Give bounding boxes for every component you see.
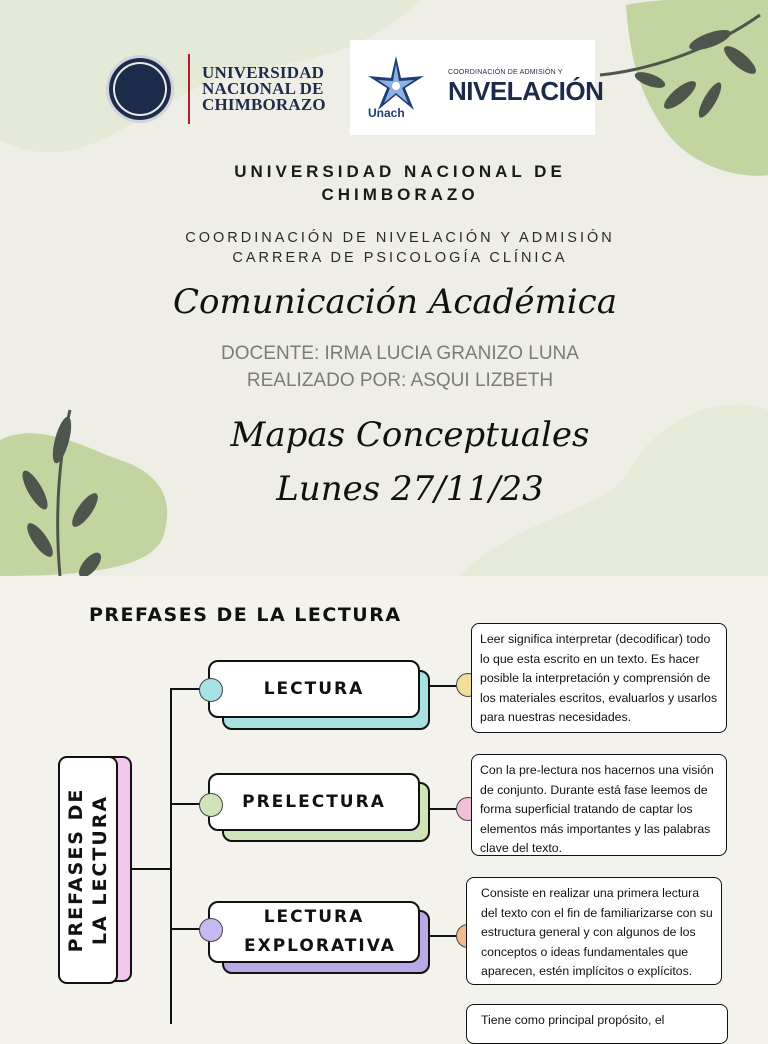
topic-text: Mapas Conceptuales	[230, 415, 590, 455]
coordination-text: COORDINACIÓN DE NIVELACIÓN Y ADMISIÓN	[185, 230, 615, 246]
university-name: UNIVERSIDAD NACIONAL DE CHIMBORAZO	[234, 162, 566, 204]
course-title: Comunicación Académica	[173, 282, 617, 322]
unach-logo	[106, 56, 341, 122]
logo-divider	[188, 54, 190, 124]
node-dot-2	[199, 793, 223, 817]
node-prelectura: PRELECTURA	[208, 773, 420, 831]
node-dot-1	[199, 678, 223, 702]
trunk-line	[170, 688, 172, 1024]
leaf-decoration-top-right	[590, 0, 768, 180]
university-seal-icon	[106, 55, 174, 123]
career-text: CARRERA DE PSICOLOGÍA CLÍNICA	[232, 250, 568, 266]
nivelacion-small-text: COORDINACIÓN DE ADMISIÓN Y	[448, 68, 563, 76]
description-partial: Tiene como principal propósito, el	[466, 1004, 728, 1044]
node-lectura-explorativa: LECTURA EXPLORATIVA	[208, 901, 420, 963]
description-prelectura: Con la pre-lectura nos hacernos una visión de conjunto. Durante está fase leemos de forma superficial tratando de captar los elementos más importantes y las palabras clave del texto.	[471, 754, 727, 856]
date-text: Lunes 27/11/23	[276, 469, 544, 509]
node-lectura: LECTURA	[208, 660, 420, 718]
map-heading: PREFASES DE LA LECTURA	[89, 604, 402, 626]
author-text: REALIZADO POR: ASQUI LIZBETH	[246, 370, 554, 391]
nivelacion-title: NIVELACIÓN	[448, 75, 604, 106]
leaf-decoration-bottom-left	[0, 400, 180, 576]
teacher-text: DOCENTE: IRMA LUCIA GRANIZO LUNA	[221, 343, 579, 364]
unach-star-icon: Unach	[354, 48, 434, 128]
root-node	[58, 756, 118, 984]
author-info	[150, 340, 650, 394]
unach-logo-text: UNIVERSIDAD NACIONAL DE CHIMBORAZO	[202, 63, 326, 114]
topic-title	[200, 408, 620, 516]
node-dot-3	[199, 918, 223, 942]
description-lectura: Leer significa interpretar (decodificar) todo lo que esta escrito en un texto. Es hacer posible la interpretación y comprensión de los materiales escritos, evaluarlos y usarlos para nuestras necesidades.	[471, 623, 727, 733]
root-label: PREFASES DE LA LECTURA	[65, 787, 111, 953]
root-connector	[128, 868, 170, 870]
coordination-lines	[150, 228, 650, 268]
description-lectura-explorativa: Consiste en realizar una primera lectura del texto con el fin de familiarizarse con su estructura general y con algunos de los conceptos o ideas fundamentales que aparecen, estén implícitos o explícitos.	[466, 877, 722, 985]
nivelacion-logo	[350, 40, 604, 135]
